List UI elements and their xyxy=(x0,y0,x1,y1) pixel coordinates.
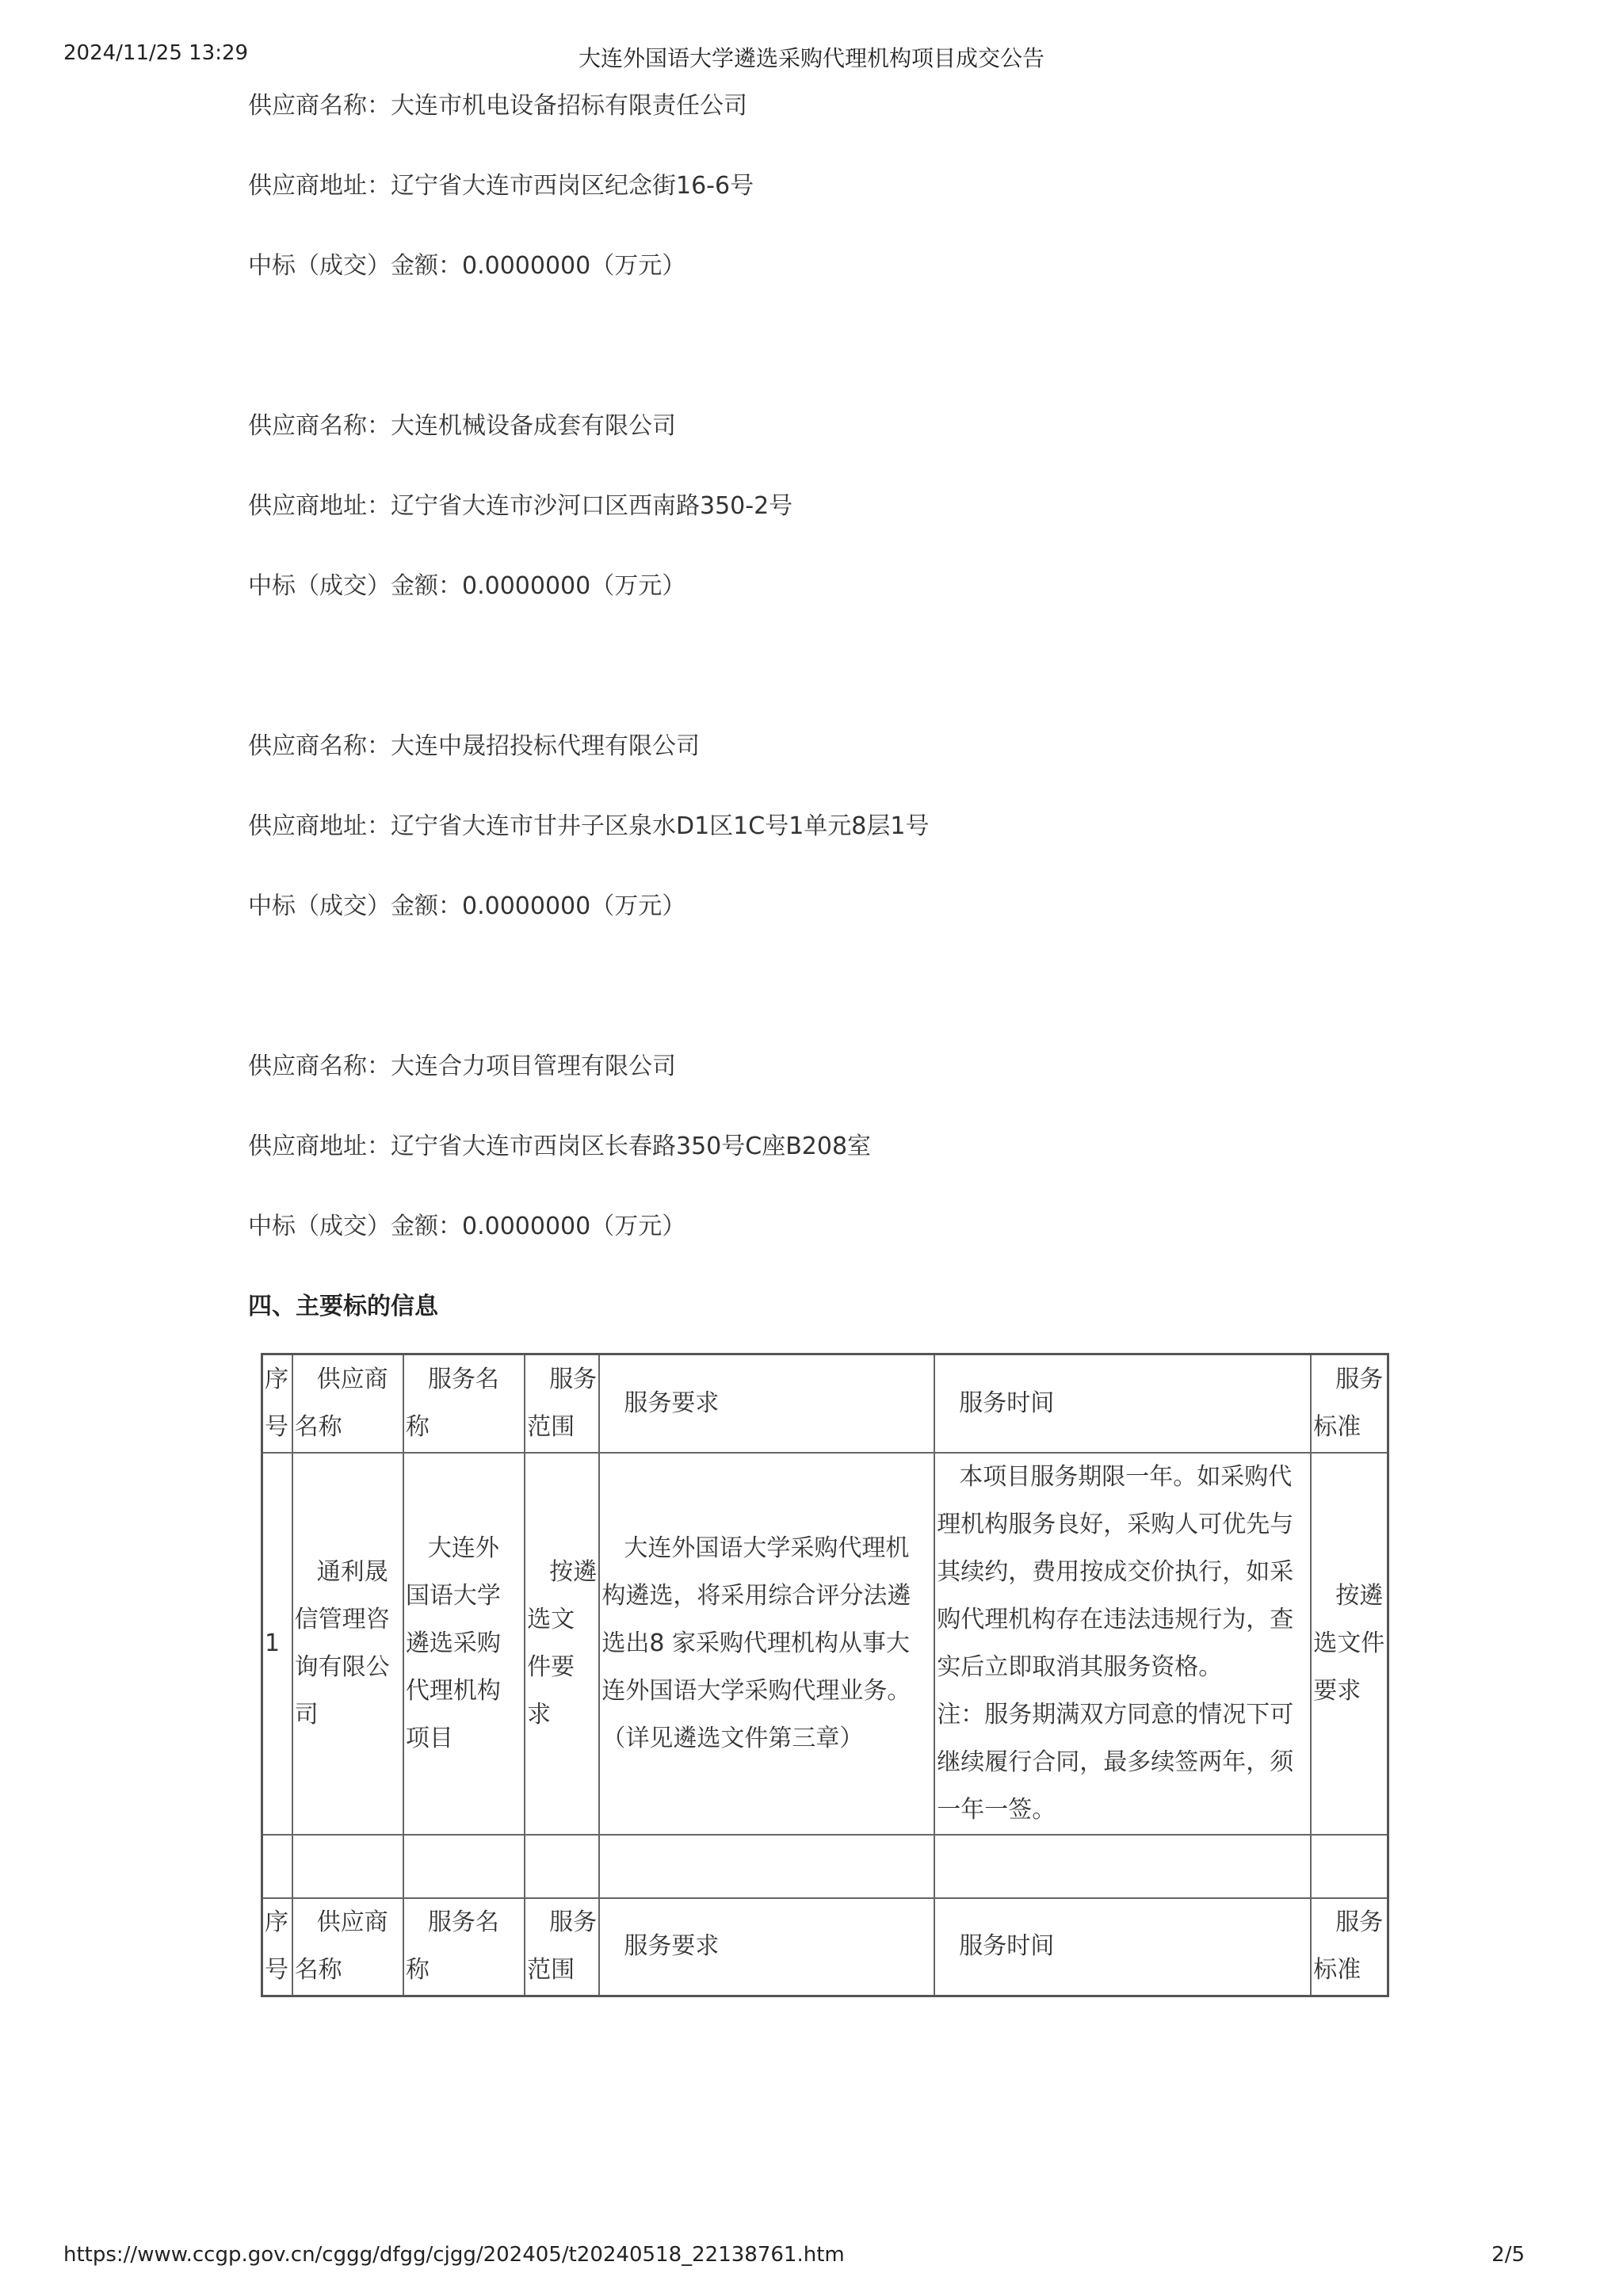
header-cell: 序号 xyxy=(262,1354,292,1453)
empty-cell xyxy=(934,1835,1311,1898)
section-title: 四、主要标的信息 xyxy=(248,1293,438,1320)
header-cell: 服务名称 xyxy=(403,1898,525,1996)
header-cell: 序号 xyxy=(262,1898,292,1996)
table-empty-row xyxy=(262,1835,1388,1898)
cell-no: 1 xyxy=(262,1453,292,1835)
header-cell: 服务标准 xyxy=(1311,1898,1388,1996)
header-cell: 服务范围 xyxy=(525,1354,599,1453)
supplier-address: 供应商地址：辽宁省大连市西岗区长春路350号C座B208室 xyxy=(248,1133,872,1160)
print-header-title: 大连外国语大学遴选采购代理机构项目成交公告 xyxy=(578,45,1044,71)
supplier-amount: 中标（成交）金额：0.0000000（万元） xyxy=(248,572,686,600)
header-cell: 供应商名称 xyxy=(292,1354,403,1453)
header-cell: 服务时间 xyxy=(934,1898,1311,1996)
print-footer-url: https://www.ccgp.gov.cn/cggg/dfgg/cjgg/202405/t20240518_22138761.htm xyxy=(63,2243,845,2267)
empty-cell xyxy=(1311,1835,1388,1898)
cell-service-name: 大连外国语大学遴选采购代理机构项目 xyxy=(403,1453,525,1835)
header-cell: 服务时间 xyxy=(934,1354,1311,1453)
cell-scope: 按遴选文件要求 xyxy=(525,1453,599,1835)
cell-requirement: 大连外国语大学采购代理机构遴选，将采用综合评分法遴选出8 家采购代理机构从事大连外国语大学采购代理业务。（详见遴选文件第三章） xyxy=(599,1453,934,1835)
cell-standard: 按遴选文件要求 xyxy=(1311,1453,1388,1835)
table-header-row-repeat xyxy=(262,1898,1388,1996)
empty-cell xyxy=(525,1835,599,1898)
empty-cell xyxy=(292,1835,403,1898)
supplier-amount: 中标（成交）金额：0.0000000（万元） xyxy=(248,892,686,920)
header-cell: 服务标准 xyxy=(1311,1354,1388,1453)
table-header-row xyxy=(262,1354,1388,1453)
header-cell: 供应商名称 xyxy=(292,1898,403,1996)
supplier-name: 供应商名称：大连市机电设备招标有限责任公司 xyxy=(248,92,747,120)
service-time-para: 本项目服务期限一年。如采购代理机构服务良好，采购人可优先与其续约，费用按成交价执行，如采购代理机构存在违法违规行为，查实后立即取消其服务资格。 xyxy=(937,1462,1294,1681)
supplier-address: 供应商地址：辽宁省大连市沙河口区西南路350-2号 xyxy=(248,492,793,520)
cell-service-time xyxy=(934,1453,1311,1835)
service-time-note: 注：服务期满双方同意的情况下可继续履行合同，最多续签两年，须一年一签。 xyxy=(937,1700,1294,1824)
header-cell: 服务要求 xyxy=(599,1898,934,1996)
supplier-amount: 中标（成交）金额：0.0000000（万元） xyxy=(248,252,686,280)
supplier-name: 供应商名称：大连合力项目管理有限公司 xyxy=(248,1052,676,1080)
supplier-name: 供应商名称：大连中晟招投标代理有限公司 xyxy=(248,732,700,760)
supplier-address: 供应商地址：辽宁省大连市西岗区纪念街16-6号 xyxy=(248,172,754,200)
table-row xyxy=(262,1453,1388,1835)
supplier-name: 供应商名称：大连机械设备成套有限公司 xyxy=(248,412,676,440)
empty-cell xyxy=(262,1835,292,1898)
header-cell: 服务要求 xyxy=(599,1354,934,1453)
supplier-amount: 中标（成交）金额：0.0000000（万元） xyxy=(248,1213,686,1240)
cell-supplier: 通利晟信管理咨询有限公司 xyxy=(292,1453,403,1835)
supplier-address: 供应商地址：辽宁省大连市甘井子区泉水D1区1C号1单元8层1号 xyxy=(248,812,930,840)
empty-cell xyxy=(403,1835,525,1898)
print-header-date: 2024/11/25 13:29 xyxy=(63,41,249,65)
subject-info-table xyxy=(261,1353,1389,1997)
empty-cell xyxy=(599,1835,934,1898)
header-cell: 服务范围 xyxy=(525,1898,599,1996)
header-cell: 服务名称 xyxy=(403,1354,525,1453)
page-number: 2/5 xyxy=(1491,2243,1525,2267)
